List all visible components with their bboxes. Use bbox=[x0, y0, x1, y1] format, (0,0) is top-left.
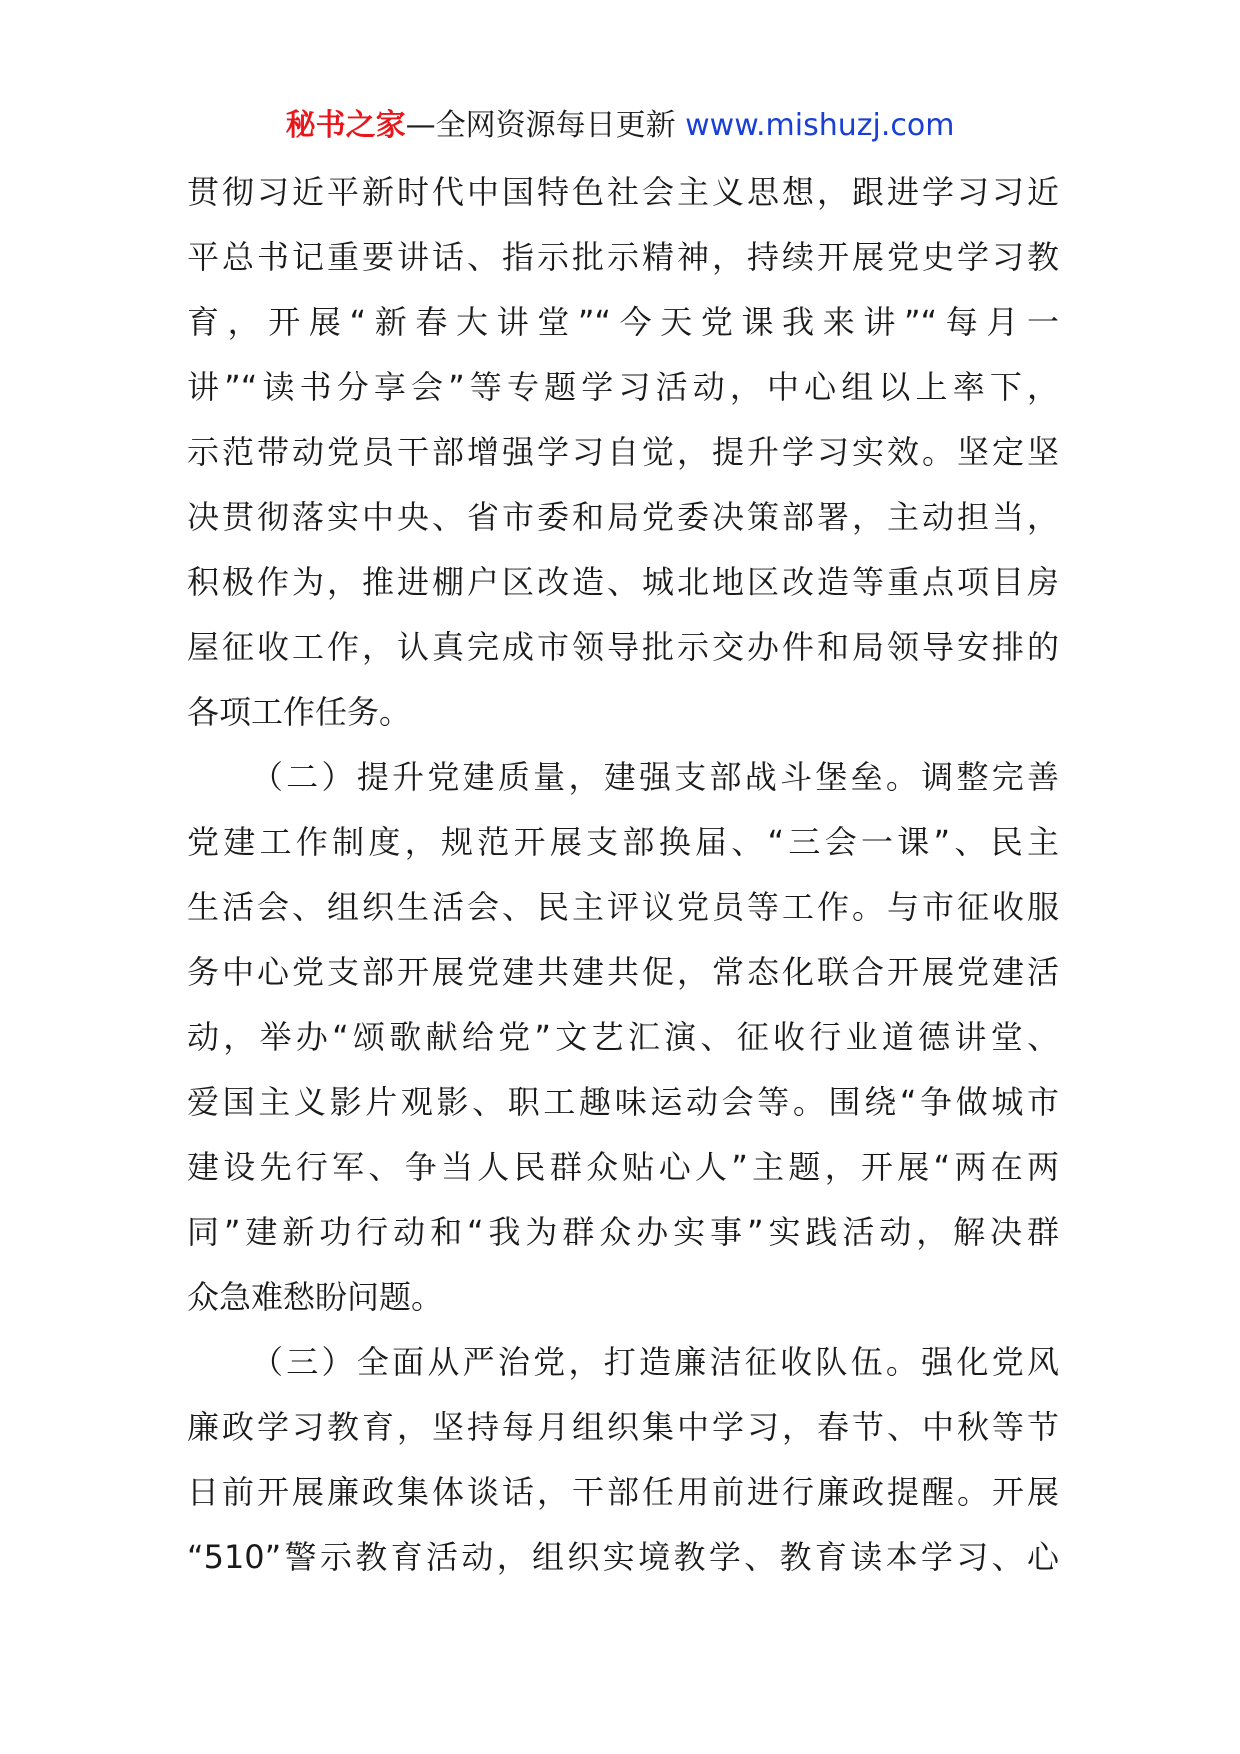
text-line: 动，举办“颂歌献给党”文艺汇演、征收行业道德讲堂、 bbox=[187, 1018, 1059, 1056]
text-line: 讲”“读书分享会”等专题学习活动，中心组以上率下， bbox=[187, 368, 1059, 406]
text-line: 党建工作制度，规范开展支部换届、“三会一课”、民主 bbox=[187, 823, 1059, 861]
text-line: 贯彻习近平新时代中国特色社会主义思想，跟进学习习近 bbox=[187, 173, 1059, 211]
text-line: 平总书记重要讲话、指示批示精神，持续开展党史学习教 bbox=[187, 238, 1059, 276]
page-header bbox=[0, 104, 1240, 148]
text-line: 爱国主义影片观影、职工趣味运动会等。围绕“争做城市 bbox=[187, 1083, 1059, 1121]
text-line: 积极作为，推进棚户区改造、城北地区改造等重点项目房 bbox=[187, 563, 1059, 601]
text-line: 同”建新功行动和“我为群众办实事”实践活动，解决群 bbox=[187, 1213, 1059, 1251]
text-line: 生活会、组织生活会、民主评议党员等工作。与市征收服 bbox=[187, 888, 1059, 926]
document-body bbox=[187, 160, 1059, 1590]
text-line: 决贯彻落实中央、省市委和局党委决策部署，主动担当， bbox=[187, 498, 1059, 536]
text-line: 屋征收工作，认真完成市领导批示交办件和局领导安排的 bbox=[187, 628, 1059, 666]
section-heading-line: （二）提升党建质量，建强支部战斗堡垒。调整完善 bbox=[251, 758, 1059, 796]
paragraph-end-line: 众急难愁盼问题。 bbox=[187, 1278, 444, 1316]
text-line: “510”警示教育活动，组织实境教学、教育读本学习、心 bbox=[187, 1538, 1059, 1576]
header-tagline: —全网资源每日更新 bbox=[405, 108, 676, 143]
text-line: 务中心党支部开展党建共建共促，常态化联合开展党建活 bbox=[187, 953, 1059, 991]
section-heading-line: （三）全面从严治党，打造廉洁征收队伍。强化党风 bbox=[251, 1343, 1059, 1381]
text-line: 育，开展“新春大讲堂”“今天党课我来讲”“每月一 bbox=[187, 303, 1059, 341]
text-line: 示范带动党员干部增强学习自觉，提升学习实效。坚定坚 bbox=[187, 433, 1059, 471]
paragraph-end-line: 各项工作任务。 bbox=[187, 693, 412, 731]
text-line: 日前开展廉政集体谈话，干部任用前进行廉政提醒。开展 bbox=[187, 1473, 1059, 1511]
site-url-link[interactable]: www.mishuzj.com bbox=[685, 108, 955, 143]
brand-name: 秘书之家 bbox=[285, 108, 406, 143]
text-line: 廉政学习教育，坚持每月组织集中学习，春节、中秋等节 bbox=[187, 1408, 1059, 1446]
text-line: 建设先行军、争当人民群众贴心人”主题，开展“两在两 bbox=[187, 1148, 1059, 1186]
